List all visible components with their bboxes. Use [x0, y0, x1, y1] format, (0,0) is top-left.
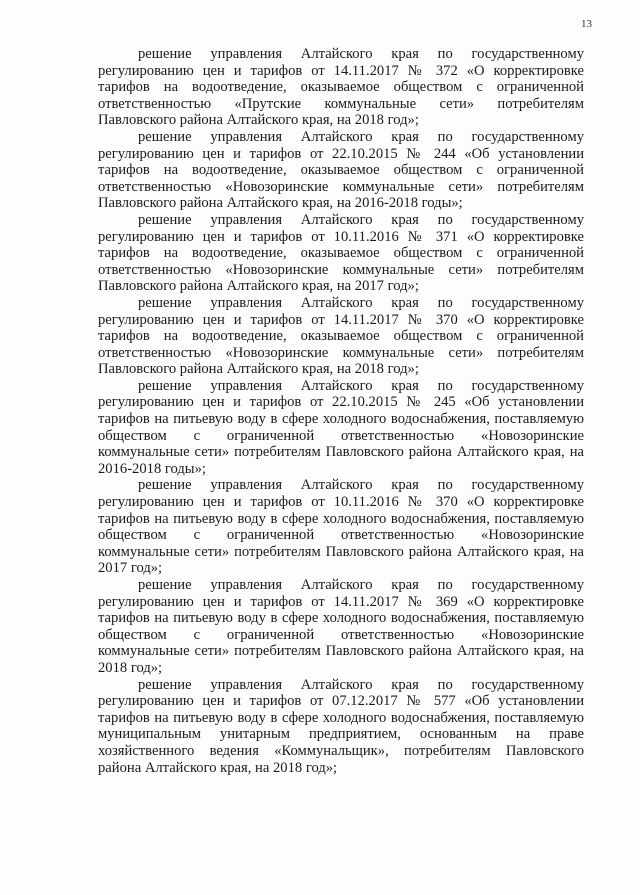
paragraph-decision-372: решение управления Алтайского края по государственному регулированию цен и тарифов от 14.11.2017 № 372 «О корректировке тарифов на водоотведение, оказываемое обществом с ограниченной ответственностью «Прутские коммунальные сети» потребителям Павловского района Алтайского края, на 2018 год»; — [98, 46, 584, 129]
paragraph-decision-577: решение управления Алтайского края по государственному регулированию цен и тарифов от 07.12.2017 № 577 «Об установлении тарифов на питьевую воду в сфере холодного водоснабжения, поставляемую муниципальным унитарным предприятием, основанным на праве хозяйственного ведения «Коммунальщик», потребителям Павловского района Алтайского края, на 2018 год»; — [98, 676, 584, 776]
paragraph-decision-370-2016: решение управления Алтайского края по государственному регулированию цен и тарифов от 10.11.2016 № 370 «О корректировке тарифов на питьевую воду в сфере холодного водоснабжения, поставляемую обществом с ограниченной ответственностью «Новозоринские коммунальные сети» потребителям Павловского района Алтайского края, на 2017 год»; — [98, 477, 584, 577]
page-number: 13 — [581, 18, 592, 30]
document-body — [98, 46, 584, 776]
paragraph-decision-244: решение управления Алтайского края по государственному регулированию цен и тарифов от 22.10.2015 № 244 «Об установлении тарифов на водоотведение, оказываемое обществом с ограниченной ответственностью «Новозоринские коммунальные сети» потребителям Павловского района Алтайского края, на 2016-2018 годы»; — [98, 128, 584, 212]
paragraph-decision-369: решение управления Алтайского края по государственному регулированию цен и тарифов от 14.11.2017 № 369 «О корректировке тарифов на питьевую воду в сфере холодного водоснабжения, поставляемую обществом с ограниченной ответственностью «Новозоринские коммунальные сети» потребителям Павловского района Алтайского края, на 2018 год»; — [98, 577, 584, 676]
paragraph-decision-245: решение управления Алтайского края по государственному регулированию цен и тарифов от 22.10.2015 № 245 «Об установлении тарифов на питьевую воду в сфере холодного водоснабжения, поставляемую обществом с ограниченной ответственностью «Новозоринские коммунальные сети» потребителям Павловского района Алтайского края, на 2016-2018 годы»; — [98, 377, 584, 477]
paragraph-decision-370-2017: решение управления Алтайского края по государственному регулированию цен и тарифов от 14.11.2017 № 370 «О корректировке тарифов на водоотведение, оказываемое обществом с ограниченной ответственностью «Новозоринские коммунальные сети» потребителям Павловского района Алтайского края, на 2018 год»; — [98, 294, 584, 378]
paragraph-decision-371: решение управления Алтайского края по государственному регулированию цен и тарифов от 10.11.2016 № 371 «О корректировке тарифов на водоотведение, оказываемое обществом с ограниченной ответственностью «Новозоринские коммунальные сети» потребителям Павловского района Алтайского края, на 2017 год»; — [98, 211, 584, 295]
